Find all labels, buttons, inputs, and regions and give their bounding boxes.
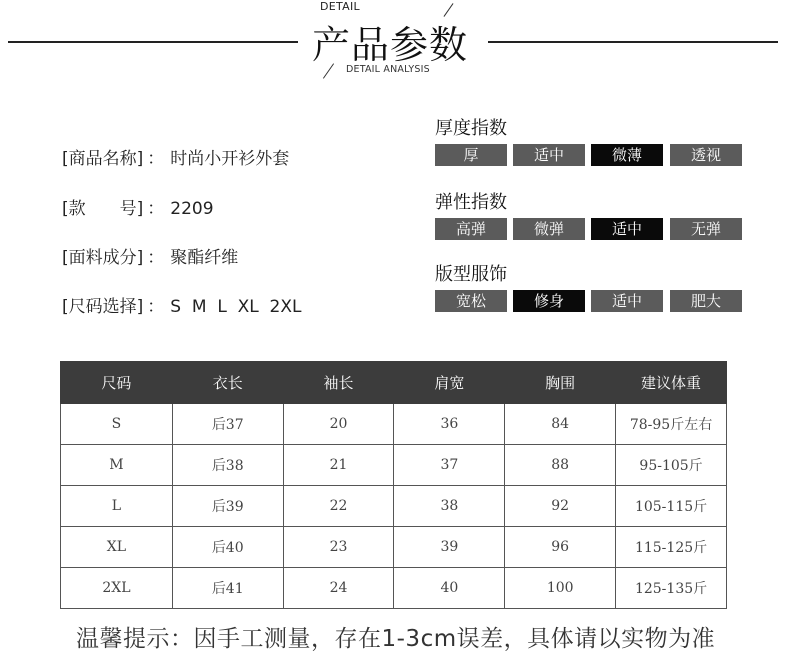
table-header-row [61,362,727,404]
col-header: 肩宽 [394,362,505,404]
col-header: 尺码 [61,362,173,404]
table-row [61,527,727,568]
info-label: [尺码选择] [62,297,144,317]
elasticity-option[interactable]: 微弹 [513,218,585,240]
col-header: 胸围 [505,362,616,404]
header-line-right [488,41,778,43]
fit-title: 版型服饰 [435,264,507,285]
col-header: 建议体重 [616,362,727,404]
info-value: 时尚小开衫外套 [170,149,290,169]
table-cell: 后37 [172,404,283,445]
info-value: 2209 [170,199,214,219]
thickness-option[interactable]: 厚 [435,144,507,166]
page-header [0,0,790,80]
size-table [60,361,727,609]
info-row-style-no: [款 号] ： 2209 [62,194,214,219]
info-row-fabric: [面料成分] ： 聚酯纤维 [62,243,238,268]
table-cell: 22 [283,486,394,527]
table-cell: 125-135斤 [616,568,727,609]
table-cell: 84 [505,404,616,445]
col-header: 衣长 [172,362,283,404]
elasticity-option[interactable]: 无弹 [670,218,742,240]
table-cell: 后41 [172,568,283,609]
thickness-option[interactable]: 适中 [513,144,585,166]
table-cell: 115-125斤 [616,527,727,568]
thickness-option[interactable]: 透视 [670,144,742,166]
info-label: [商品名称] [62,149,144,169]
table-row [61,568,727,609]
thickness-title: 厚度指数 [435,118,507,139]
table-cell: 后38 [172,445,283,486]
table-row [61,445,727,486]
table-cell: 78-95斤左右 [616,404,727,445]
table-cell: 39 [394,527,505,568]
table-cell: 后39 [172,486,283,527]
info-value: S M L XL 2XL [170,297,302,317]
elasticity-option[interactable]: 高弹 [435,218,507,240]
table-cell: 100 [505,568,616,609]
tip-note: 温馨提示：因手工测量，存在1-3cm误差，具体请以实物为准 [76,626,716,652]
fit-options [435,290,742,312]
table-cell: 2XL [61,568,173,609]
table-cell: 后40 [172,527,283,568]
fit-option[interactable]: 适中 [591,290,663,312]
elasticity-option[interactable]: 适中 [591,218,663,240]
elasticity-title: 弹性指数 [435,192,507,213]
table-cell: 23 [283,527,394,568]
fit-option[interactable]: 肥大 [670,290,742,312]
elasticity-options [435,218,742,240]
info-row-name: [商品名称] ： 时尚小开衫外套 [62,144,289,169]
table-cell: 24 [283,568,394,609]
info-row-sizes: [尺码选择] ： S M L XL 2XL [62,292,301,317]
table-cell: 88 [505,445,616,486]
info-value: 聚酯纤维 [170,248,239,268]
col-header: 袖长 [283,362,394,404]
header-line-left [8,41,298,43]
table-cell: 36 [394,404,505,445]
table-row [61,486,727,527]
table-cell: 105-115斤 [616,486,727,527]
thickness-options [435,144,742,166]
table-cell: XL [61,527,173,568]
table-cell: 96 [505,527,616,568]
table-row [61,404,727,445]
info-label: [款 号] [62,199,144,219]
table-cell: 37 [394,445,505,486]
table-cell: L [61,486,173,527]
table-cell: 38 [394,486,505,527]
page-title: 产品参数 [312,23,469,67]
table-cell: 20 [283,404,394,445]
table-cell: 40 [394,568,505,609]
fit-option[interactable]: 修身 [513,290,585,312]
detail-label: DETAIL [320,0,360,13]
info-label: [面料成分] [62,248,144,268]
table-cell: 21 [283,445,394,486]
detail-analysis-label: DETAIL ANALYSIS [346,64,430,75]
fit-option[interactable]: 宽松 [435,290,507,312]
thickness-option[interactable]: 微薄 [591,144,663,166]
table-cell: 92 [505,486,616,527]
table-cell: M [61,445,173,486]
table-cell: S [61,404,173,445]
table-cell: 95-105斤 [616,445,727,486]
